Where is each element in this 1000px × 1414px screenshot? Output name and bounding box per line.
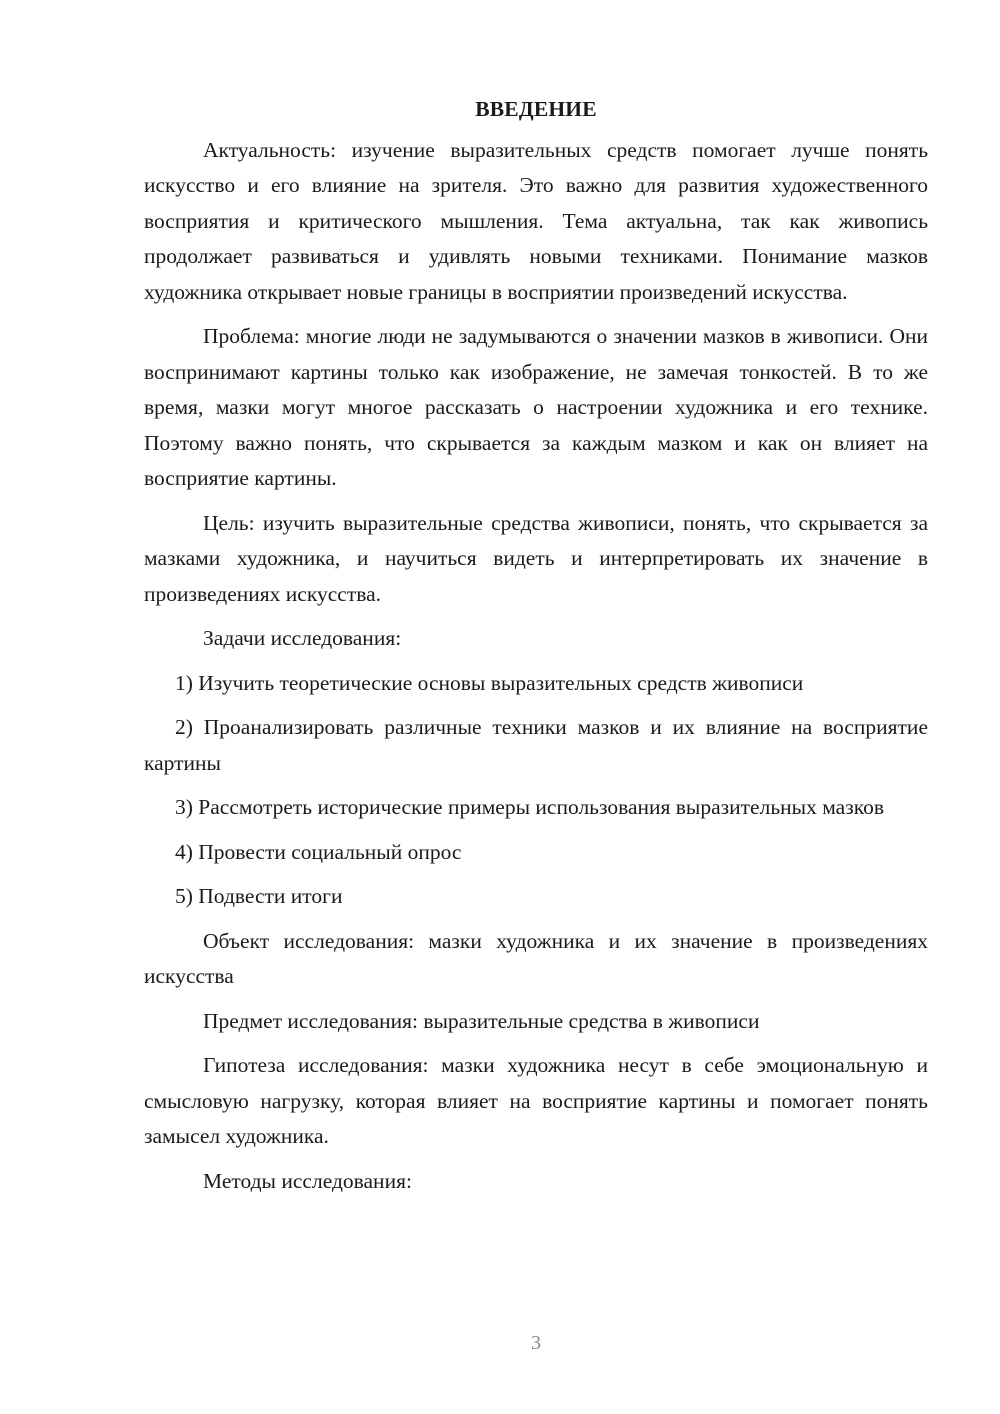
section-title: ВВЕДЕНИЕ [475,97,597,121]
page-number: 3 [531,1332,541,1354]
paragraph-goal: Цель: изучить выразительные средства живописи, понять, что скрывается за мазками художника, и научиться видеть и интерпретировать их значение в произведениях искусства. [144,510,928,606]
paragraph-subject: Предмет исследования: выразительные средства в живописи [203,1008,760,1033]
task-item-1: 1) Изучить теоретические основы выразительных средств живописи [175,670,804,695]
methods-heading: Методы исследования: [203,1168,412,1193]
task-item-3: 3) Рассмотреть исторические примеры использования выразительных мазков [175,795,884,819]
tasks-heading: Задачи исследования: [203,626,402,650]
paragraph-object: Объект исследования: мазки художника и их значение в произведениях искусства [144,928,928,988]
task-item-5: 5) Подвести итоги [175,884,343,908]
task-item-4: 4) Провести социальный опрос [175,839,462,864]
document-page [144,92,928,1208]
paragraph-problem: Проблема: многие люди не задумываются о значении мазков в живописи. Они воспринимают картины только как изображение, не замечая тонкостей. В то же время, мазки могут многое рассказать о настроении художника и его технике. Поэтому важно понять, что скрывается за каждым мазком и как он влияет на восприятие картины. [144,324,928,490]
task-item-2: 2) Проанализировать различные техники мазков и их влияние на восприятие картины [144,715,928,775]
paragraph-relevance: Актуальность: изучение выразительных средств помогает лучше понять искусство и его влияние на зрителя. Это важно для развития художественного восприятия и критического мышления. Тема актуальна, так как живопись продолжает развиваться и удивлять новыми техниками. Понимание мазков художника открывает новые границы в восприятии произведений искусства. [144,137,928,304]
paragraph-hypothesis: Гипотеза исследования: мазки художника несут в себе эмоциональную и смысловую нагрузку, которая влияет на восприятие картины и помогает понять замысел художника. [144,1053,928,1148]
